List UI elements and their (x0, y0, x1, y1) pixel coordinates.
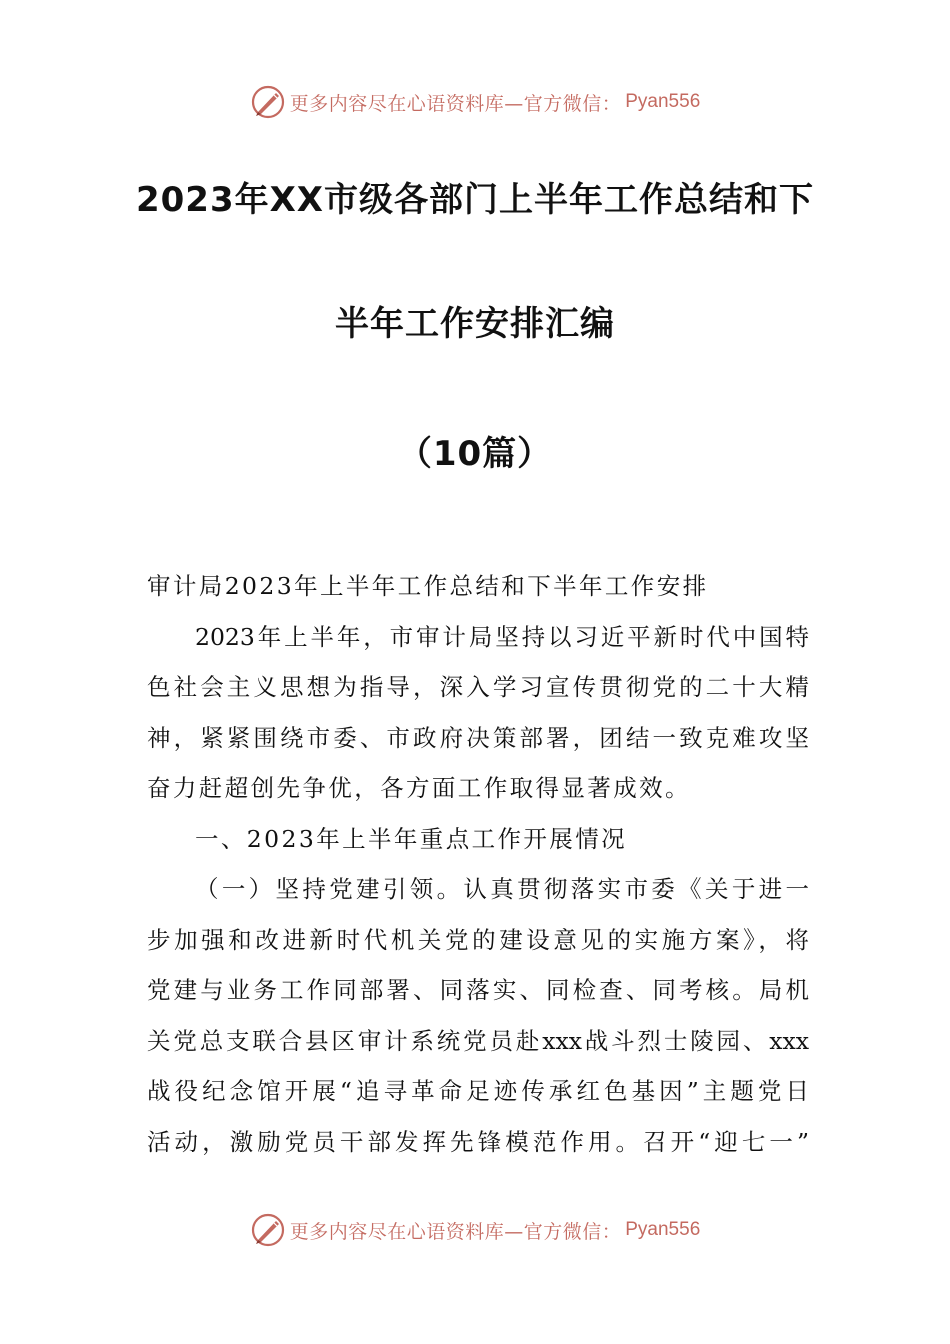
section-heading: 审计局2023年上半年工作总结和下半年工作安排 (147, 572, 709, 600)
paragraph-line: 战役纪念馆开展“追寻革命足迹传承红色基因”主题党日 (147, 1077, 809, 1105)
pen-logo-icon (250, 84, 286, 120)
paragraph-line: 奋力赶超创先争优，各方面工作取得显著成效。 (147, 774, 691, 802)
document-title-line-2: 半年工作安排汇编 (335, 304, 615, 344)
watermark-text: 更多内容尽在心语资料库—官方微信： (289, 1220, 622, 1243)
pen-logo-icon (250, 1212, 286, 1248)
document-title-line-1: 2023年XX市级各部门上半年工作总结和下 (135, 180, 815, 220)
paragraph-line: 2023年上半年，市审计局坚持以习近平新时代中国特 (195, 622, 809, 651)
subsection-heading: 一、2023年上半年重点工作开展情况 (195, 824, 628, 853)
paragraph-line: 步加强和改进新时代机关党的建设意见的实施方案》，将 (147, 925, 809, 954)
document-subtitle-count: （10篇） (397, 434, 553, 474)
document-body (147, 561, 809, 1167)
watermark-text: 更多内容尽在心语资料库—官方微信： (289, 92, 622, 115)
header-watermark (0, 80, 950, 124)
paragraph-line: 色社会主义思想为指导，深入学习宣传贯彻党的二十大精 (147, 673, 809, 701)
paragraph-line: 党建与业务工作同部署、同落实、同检查、同考核。局机 (147, 976, 809, 1004)
paragraph-line: 神，紧紧围绕市委、市政府决策部署，团结一致克难攻坚 (147, 723, 809, 752)
paragraph-line: 关党总支联合县区审计系统党员赴xxx战斗烈士陵园、xxx (147, 1026, 809, 1055)
paragraph-line: （一）坚持党建引领。认真贯彻落实市委《关于进一 (195, 875, 809, 903)
paragraph-line: 活动，激励党员干部发挥先锋模范作用。召开“迎七一” (147, 1127, 809, 1156)
watermark-wechat-id: Pyan556 (625, 91, 701, 112)
footer-watermark (0, 1208, 950, 1252)
watermark-wechat-id: Pyan556 (625, 1219, 701, 1240)
